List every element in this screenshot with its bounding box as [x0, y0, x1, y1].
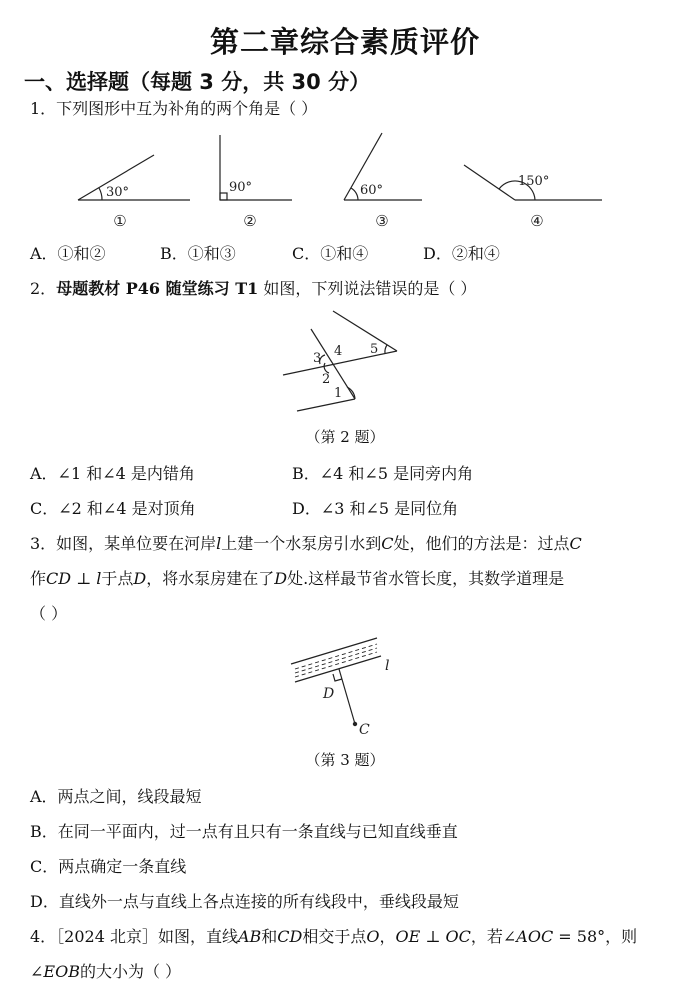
q3-caption: （第 3 题） — [305, 751, 385, 769]
q2-line-lower — [297, 399, 355, 411]
section-heading: 一、选择题（每题 3 分，共 30 分） — [24, 70, 371, 94]
q1-fig2-angle: 90° — [229, 180, 253, 195]
q1-fig2-label: ② — [243, 212, 257, 230]
q2-option-c[interactable]: C．∠2 和∠4 是对顶角 — [30, 499, 196, 518]
q2-label-3: 3 — [313, 351, 322, 366]
q3-perpendicular-cd — [339, 669, 355, 724]
q2-caption: （第 2 题） — [305, 428, 385, 446]
q1-stem: 1．下列图形中互为补角的两个角是（ ） — [30, 99, 318, 118]
q3-option-d[interactable]: D．直线外一点与直线上各点连接的所有线段中，垂线段最短 — [30, 892, 459, 911]
q3-stem-line2: 作𝐶𝐷 ⊥ 𝑙于点𝐷，将水泵房建在了𝐷处.这样最节省水管长度，其数学道理是 — [30, 569, 565, 588]
page-title: 第二章综合素质评价 — [209, 25, 480, 59]
q1-option-c[interactable]: C．①和④ — [292, 244, 369, 263]
q2-label-1: 1 — [334, 386, 343, 401]
q1-fig3-angle: 60° — [360, 183, 384, 198]
q1-figures — [60, 125, 620, 235]
q2-option-a[interactable]: A．∠1 和∠4 是内错角 — [30, 464, 195, 483]
q3-option-b[interactable]: B．在同一平面内，过一点有且只有一条直线与已知直线垂直 — [30, 822, 458, 841]
q1-option-d[interactable]: D．②和④ — [423, 244, 500, 263]
q2-figure — [275, 305, 415, 420]
q4-stem-line1: 4．［2024 北京］如图，直线𝐴𝐵和𝐶𝐷相交于点𝑂，𝑂𝐸 ⊥ 𝑂𝐶，若∠𝐴𝑂𝐶 = 58°，则 — [30, 927, 638, 946]
q1-option-b[interactable]: B．①和③ — [160, 244, 236, 263]
q1-fig3-arc — [351, 188, 358, 200]
q3-label-c: C — [359, 722, 370, 738]
q3-stem-line3: （ ） — [30, 604, 68, 623]
q1-fig2-right-angle-mark — [220, 193, 227, 200]
q2-transversal-right — [333, 311, 397, 351]
q1-fig1-label: ① — [113, 212, 127, 230]
q3-label-d: D — [323, 686, 335, 702]
q3-figure — [285, 630, 405, 745]
q3-river-top-bank — [291, 638, 377, 664]
q2-option-b[interactable]: B．∠4 和∠5 是同旁内角 — [292, 464, 474, 483]
q4-stem-line2: ∠𝐸𝑂𝐵的大小为（ ） — [30, 962, 182, 981]
q2-source: 母题教材 P46 随堂练习 T1 — [56, 279, 259, 298]
q1-fig3-label: ③ — [375, 212, 389, 230]
q3-point-c — [353, 722, 357, 726]
q1-fig1-arc — [99, 188, 102, 200]
q2-label-4: 4 — [334, 344, 343, 359]
q2-stem — [30, 276, 476, 299]
q1-option-a[interactable]: A．①和② — [30, 244, 106, 263]
q2-arc-5 — [385, 345, 387, 353]
q2-number: 2． — [30, 279, 57, 298]
q2-text: 如图，下列说法错误的是（ ） — [263, 279, 477, 298]
q3-label-l: l — [385, 658, 390, 674]
q3-option-c[interactable]: C．两点确定一条直线 — [30, 857, 187, 876]
q1-fig4-label: ④ — [530, 212, 544, 230]
q1-fig1-angle: 30° — [106, 185, 130, 200]
q2-option-d[interactable]: D．∠3 和∠5 是同位角 — [292, 499, 459, 518]
q3-stem-line1: 3．如图，某单位要在河岸𝑙上建一个水泵房引水到𝐶处，他们的方法是：过点𝐶 — [30, 534, 582, 553]
q2-label-2: 2 — [322, 372, 331, 387]
q3-option-a[interactable]: A．两点之间，线段最短 — [30, 787, 202, 806]
q2-label-5: 5 — [370, 342, 379, 357]
q1-fig4-angle: 150° — [518, 174, 550, 189]
